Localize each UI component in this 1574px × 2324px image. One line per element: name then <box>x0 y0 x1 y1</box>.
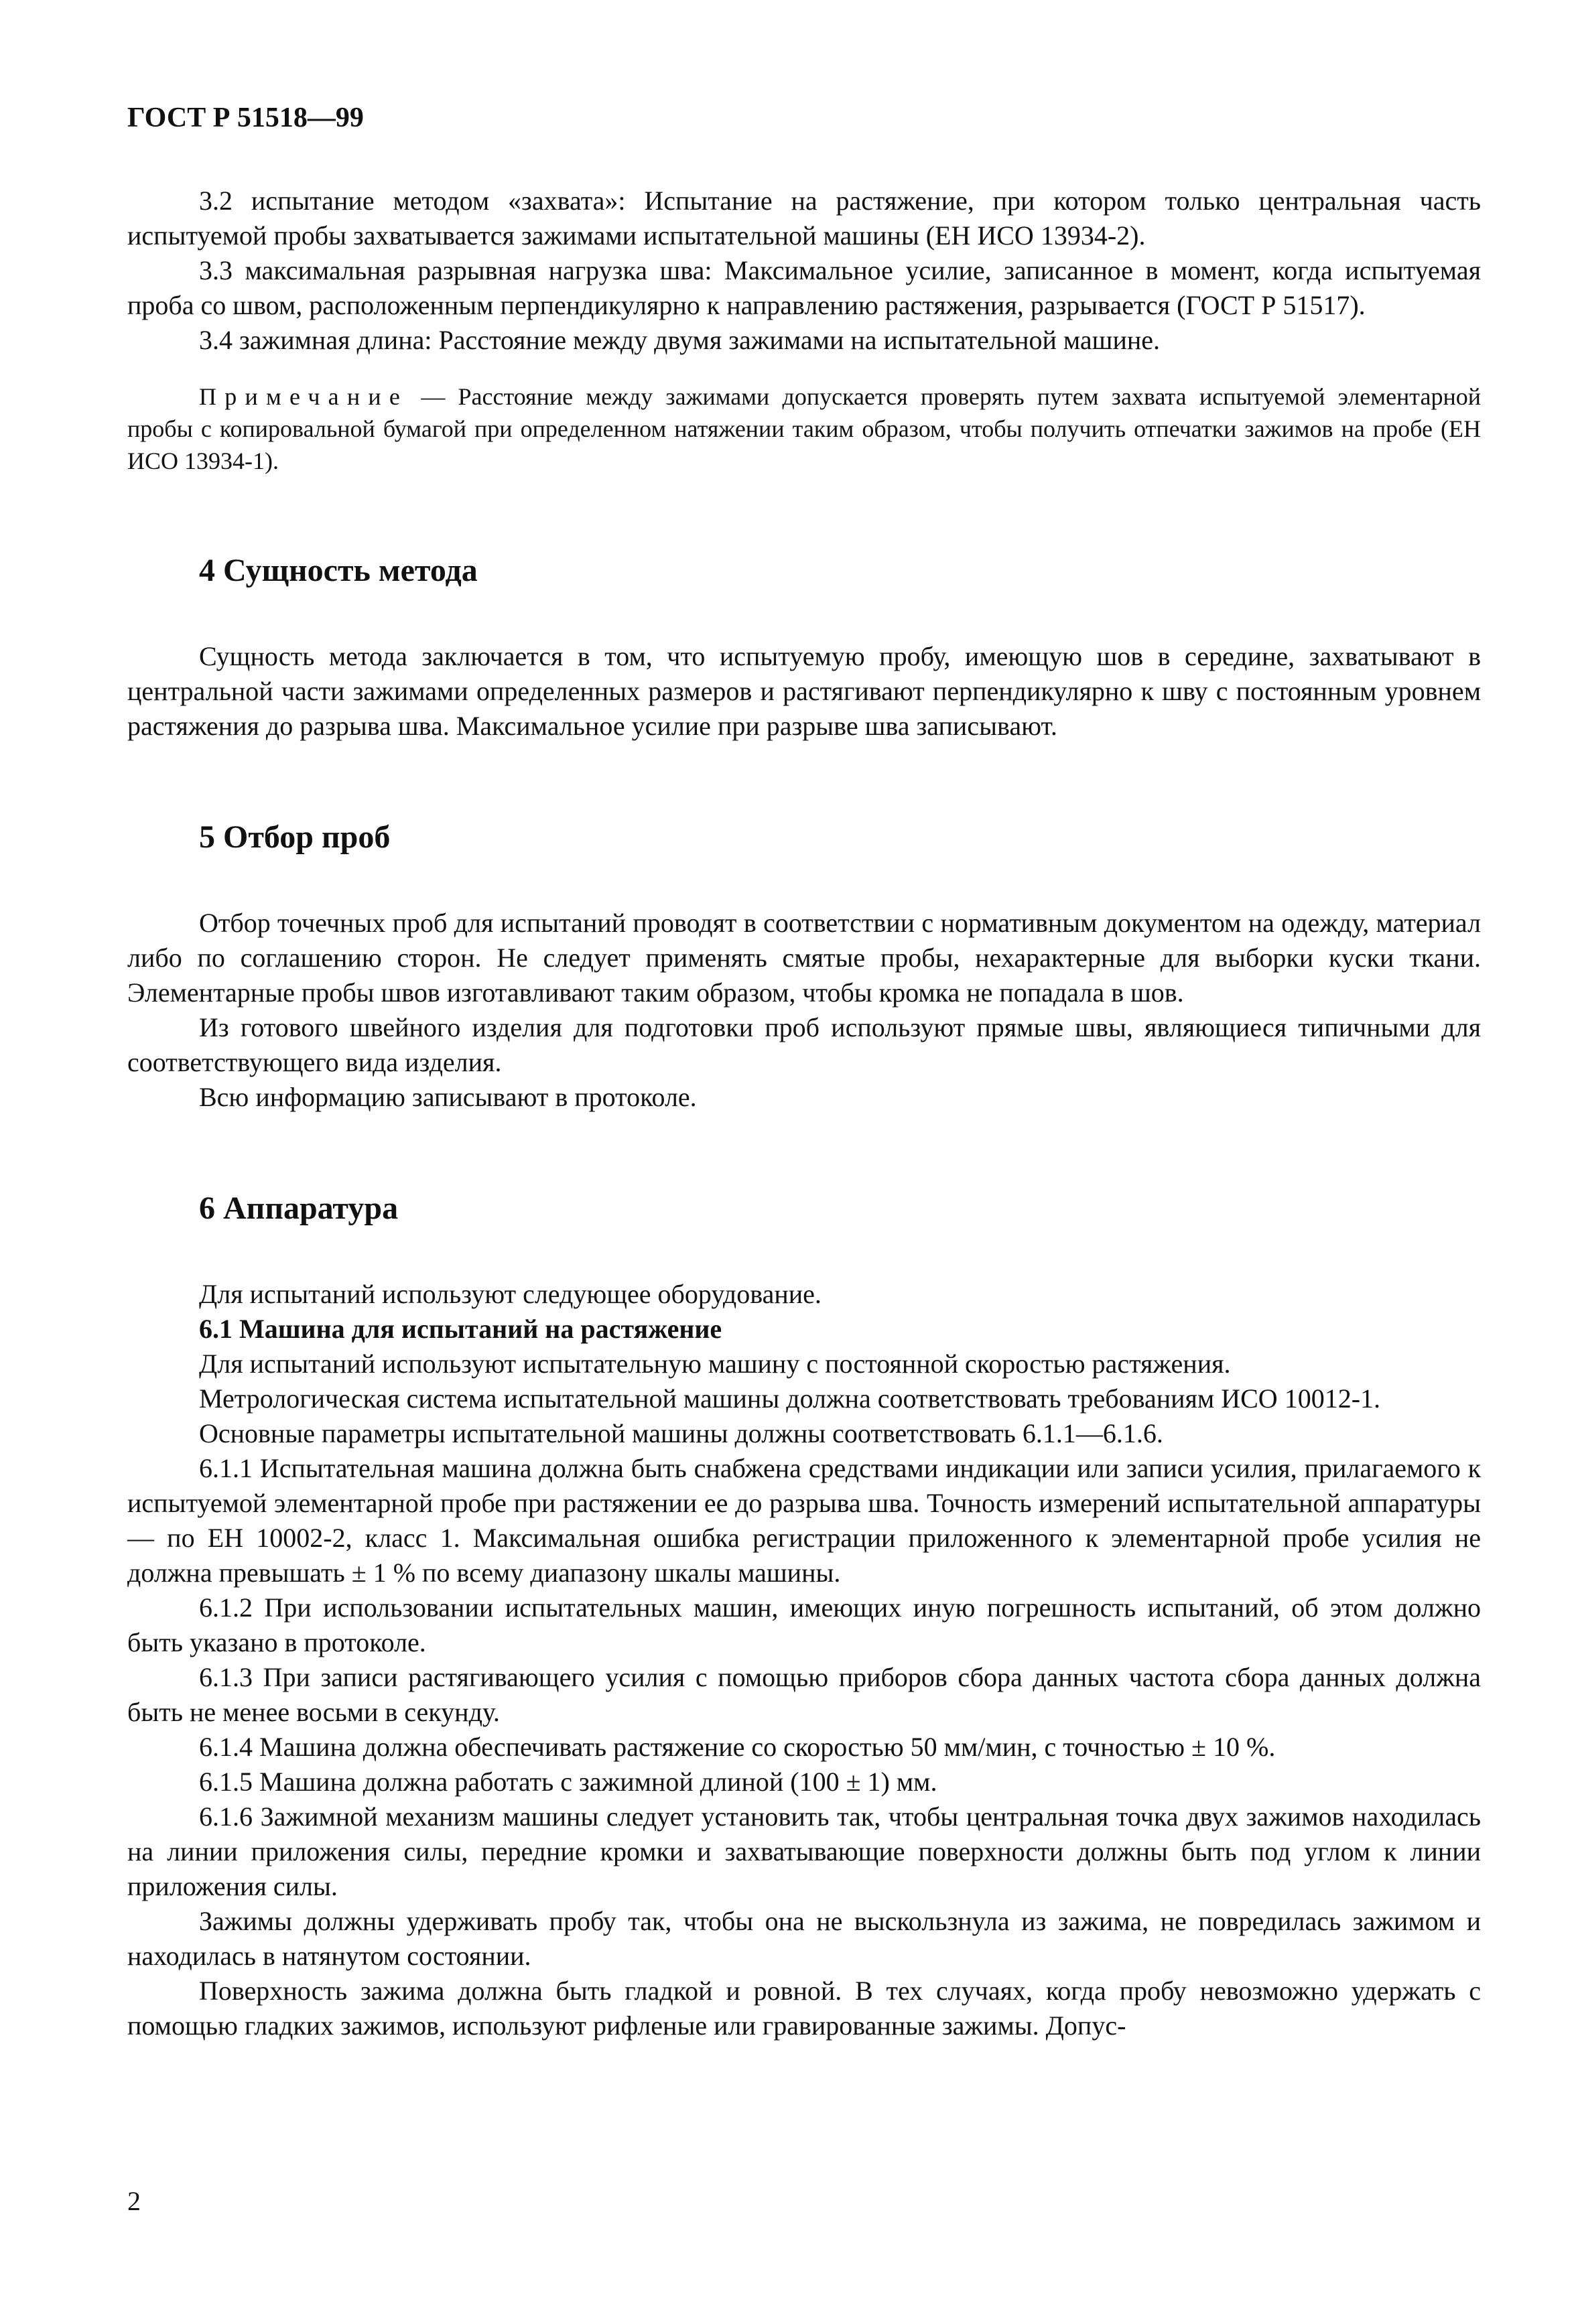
note-text: — Расстояние между зажимами допускается проверять путем захвата испытуемой элементарной пробы с копировальной бумагой при определенном натяжении таким образом, чтобы получить отпечатки зажимов на пробе (ЕН ИСО 13934-1). <box>127 383 1481 474</box>
section-6-paragraph: Поверхность зажима должна быть гладкой и ровной. В тех случаях, когда пробу невозможно удержать с помощью гладких зажимов, используют рифленые или гравированные зажимы. Допус- <box>127 1976 1481 2041</box>
section-6-paragraph: Основные параметры испытательной машины должны соответствовать 6.1.1—6.1.6. <box>199 1418 1163 1448</box>
section-6-intro: Для испытаний используют следующее оборудование. <box>199 1279 822 1309</box>
subsection-6-1-title: 6.1 Машина для испытаний на растяжение <box>199 1314 722 1344</box>
section-6-paragraph: Метрологическая система испытательной машины должна соответствовать требованиям ИСО 10012-1. <box>199 1383 1381 1414</box>
note-label: Примечание <box>199 383 409 410</box>
section-5-paragraph: Из готового швейного изделия для подготовки проб используют прямые швы, являющиеся типичными для соответствующего вида изделия. <box>127 1012 1481 1077</box>
clause-6-1-4: 6.1.4 Машина должна обеспечивать растяжение со скоростью 50 мм/мин, с точностью ± 10 %. <box>199 1732 1276 1762</box>
section-5-paragraph: Всю информацию записывают в протоколе. <box>199 1082 697 1112</box>
clause-6-1-6: 6.1.6 Зажимной механизм машины следует установить так, чтобы центральная точка двух зажимов находилась на линии приложения силы, передние кромки и захватывающие поверхности должны быть под углом к линии приложения силы. <box>127 1801 1481 1901</box>
section-6-paragraph: Для испытаний используют испытательную машину с постоянной скоростью растяжения. <box>199 1349 1231 1379</box>
page-number: 2 <box>127 2186 141 2216</box>
section-4-paragraph: Сущность метода заключается в том, что испытуемую пробу, имеющую шов в середине, захватывают в центральной части зажимами определенных размеров и растягивают перпендикулярно к шву с постоянным уровнем растяжения до разрыва шва. Максимальное усилие при разрыве шва записывают. <box>127 641 1481 741</box>
document-code-header: ГОСТ Р 51518—99 <box>127 102 364 133</box>
section-6-paragraph: Зажимы должны удерживать пробу так, чтобы она не выскользнула из зажима, не повредилась зажимом и находилась в натянутом состоянии. <box>127 1906 1481 1971</box>
term-3-2: 3.2 испытание методом «захвата»: Испытание на растяжение, при котором только центральная часть испытуемой пробы захватывается зажимами испытательной машины (ЕН ИСО 13934-2). <box>127 186 1481 251</box>
clause-6-1-1: 6.1.1 Испытательная машина должна быть снабжена средствами индикации или записи усилия, прилагаемого к испытуемой элементарной пробе при растяжении ее до разрыва шва. Точность измерений испытательной аппаратуры — по ЕН 10002-2, класс 1. Максимальная ошибка регистрации приложенного к элементарной пробе усилия не должна превышать ± 1 % по всему диапазону шкалы машины. <box>127 1453 1481 1588</box>
section-5-title: 5 Отбор проб <box>199 819 391 855</box>
clause-6-1-5: 6.1.5 Машина должна работать с зажимной длиной (100 ± 1) мм. <box>199 1767 937 1797</box>
clause-6-1-2: 6.1.2 При использовании испытательных машин, имеющих иную погрешность испытаний, об этом должно быть указано в протоколе. <box>127 1592 1481 1657</box>
section-5-paragraph: Отбор точечных проб для испытаний проводят в соответствии с нормативным документом на одежду, материал либо по соглашению сторон. Не следует применять смятые пробы, нехарактерные для выборки куски ткани. Элементарные пробы швов изготавливают таким образом, чтобы кромка не попадала в шов. <box>127 908 1481 1008</box>
document-page <box>127 100 1481 2043</box>
section-6-title: 6 Аппаратура <box>199 1190 399 1226</box>
section-4-title: 4 Сущность метода <box>199 553 478 588</box>
note <box>127 381 1481 477</box>
term-3-3: 3.3 максимальная разрывная нагрузка шва: Максимальное усилие, записанное в момент, когда испытуемая проба со швом, расположенным перпендикулярно к направлению растяжения, разрывается (ГОСТ Р 51517). <box>127 255 1481 320</box>
clause-6-1-3: 6.1.3 При записи растягивающего усилия с помощью приборов сбора данных частота сбора данных должна быть не менее восьми в секунду. <box>127 1662 1481 1727</box>
term-3-4: 3.4 зажимная длина: Расстояние между двумя зажимами на испытательной машине. <box>199 325 1161 355</box>
